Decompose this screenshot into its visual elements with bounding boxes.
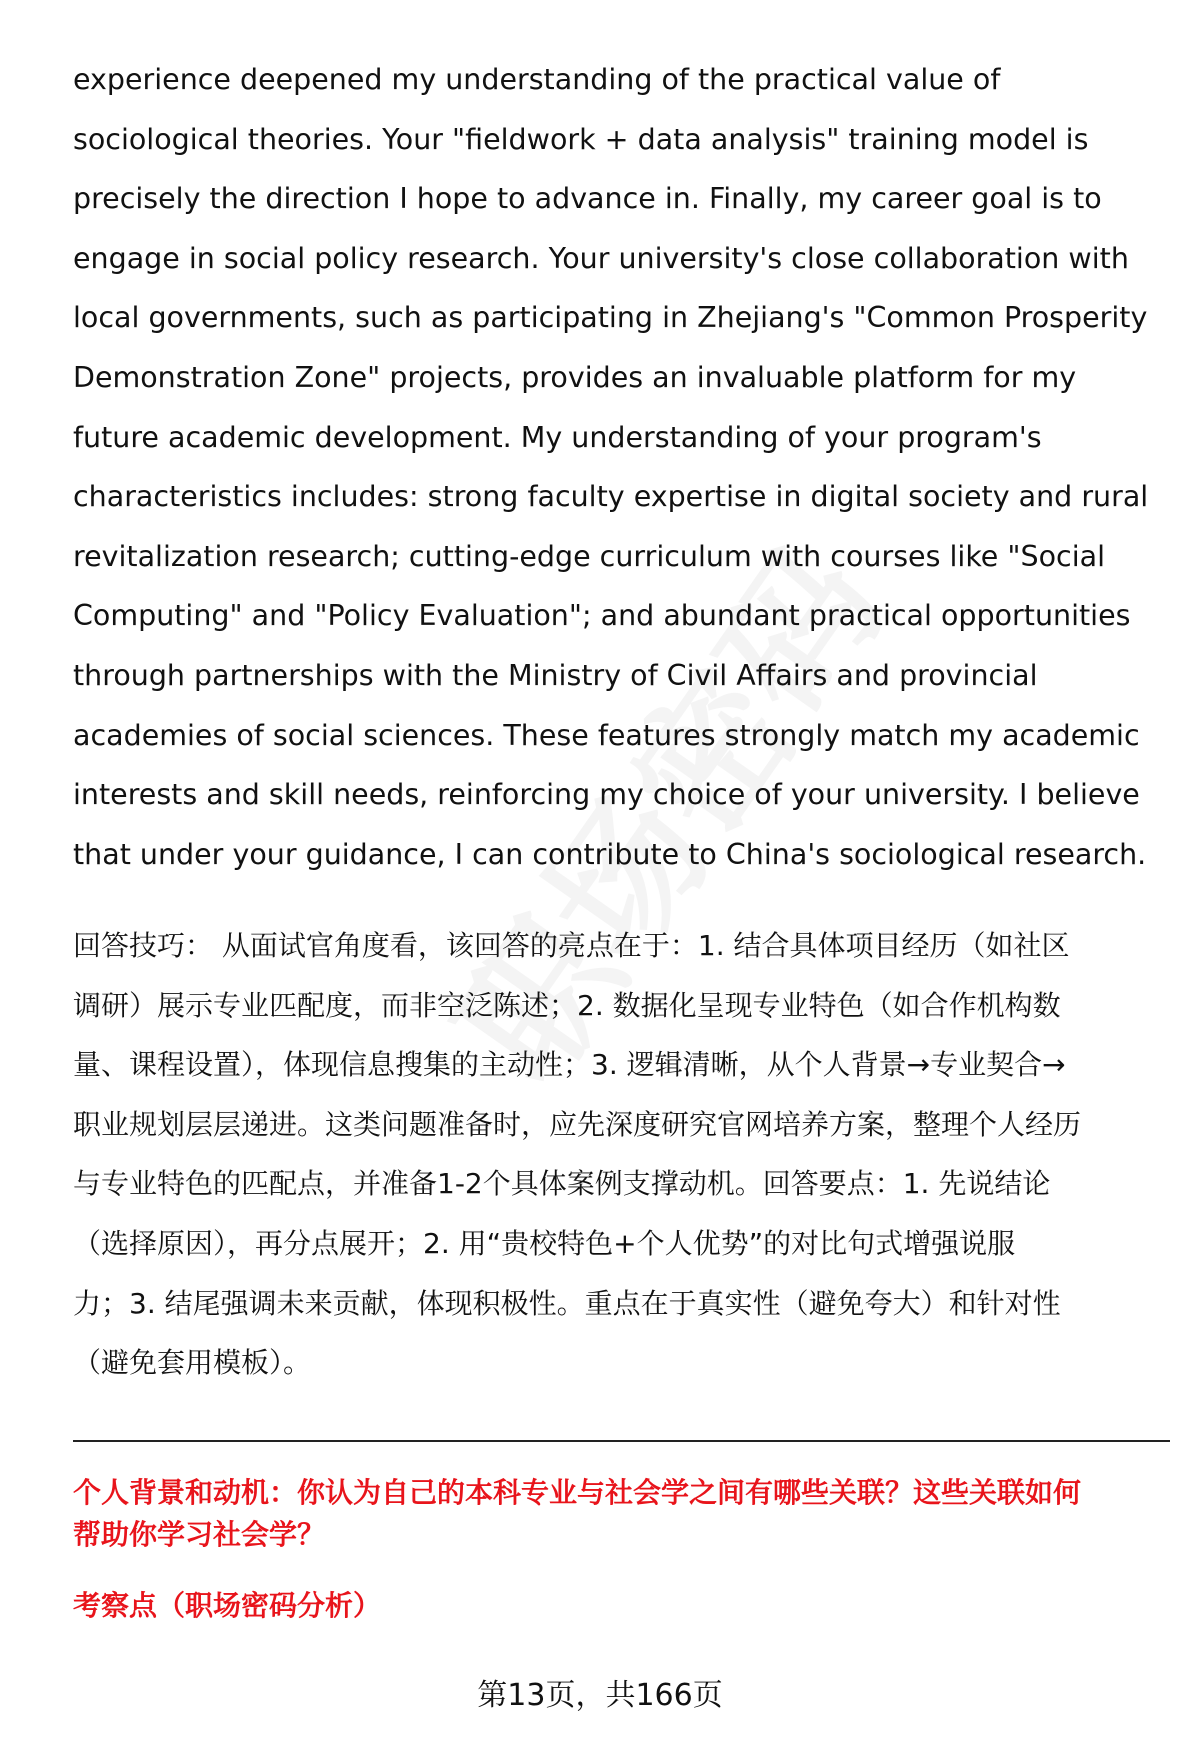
text-line: academies of social sciences. These features strongly match my academic (73, 718, 1140, 752)
answer-tips-paragraph (73, 916, 1163, 1393)
answer-paragraph-en (73, 50, 1153, 884)
question-heading (73, 1472, 1173, 1556)
text-line: 与专业特色的匹配点，并准备1-2个具体案例支撑动机。回答要点：1. 先说结论 (73, 1167, 1051, 1201)
text-line: sociological theories. Your "fieldwork + data analysis" training model is (73, 122, 1089, 156)
text-line: future academic development. My understanding of your program's (73, 420, 1042, 454)
text-line: characteristics includes: strong faculty expertise in digital society and rural (73, 480, 1149, 514)
section-divider (73, 1440, 1170, 1442)
text-line: （选择原因），再分点展开；2. 用“贵校特色+个人优势”的对比句式增强说服 (73, 1226, 1016, 1260)
text-line: revitalization research; cutting-edge curriculum with courses like "Social (73, 539, 1106, 573)
text-line: 量、课程设置），体现信息搜集的主动性；3. 逻辑清晰，从个人背景→专业契合→ (73, 1048, 1066, 1082)
text-line: （避免套用模板）。 (73, 1346, 312, 1380)
text-line: experience deepened my understanding of the practical value of (73, 63, 1001, 96)
text-line: Demonstration Zone" projects, provides an invaluable platform for my (73, 360, 1077, 394)
text-line: 职业规划层层递进。这类问题准备时，应先深度研究官网培养方案，整理个人经历 (73, 1107, 1082, 1141)
text-line: precisely the direction I hope to advance in. Finally, my career goal is to (73, 182, 1102, 216)
text-line: 个人背景和动机：你认为自己的本科专业与社会学之间有哪些关联？这些关联如何 (73, 1476, 1082, 1509)
text-line: 回答技巧： 从面试官角度看，该回答的亮点在于：1. 结合具体项目经历（如社区 (73, 929, 1070, 962)
exam-point-heading: 考察点（职场密码分析） (73, 1589, 382, 1622)
text-line: 力；3. 结尾强调未来贡献，体现积极性。重点在于真实性（避免夸大）和针对性 (73, 1286, 1061, 1320)
text-line: through partnerships with the Ministry of Civil Affairs and provincial (73, 658, 1038, 692)
text-line: interests and skill needs, reinforcing my choice of your university. I believe (73, 778, 1140, 812)
text-line: local governments, such as participating in Zhejiang's "Common Prosperity (73, 301, 1148, 335)
text-line: 帮助你学习社会学？ (73, 1518, 326, 1551)
text-line: engage in social policy research. Your university's close collaboration with (73, 241, 1129, 275)
page-number: 第13页，共166页 (477, 1678, 723, 1713)
text-line: that under your guidance, I can contribute to China's sociological research. (73, 837, 1147, 871)
text-line: Computing" and "Policy Evaluation"; and abundant practical opportunities (73, 599, 1131, 633)
text-line: 调研）展示专业匹配度，而非空泛陈述；2. 数据化呈现专业特色（如合作机构数 (73, 988, 1061, 1022)
